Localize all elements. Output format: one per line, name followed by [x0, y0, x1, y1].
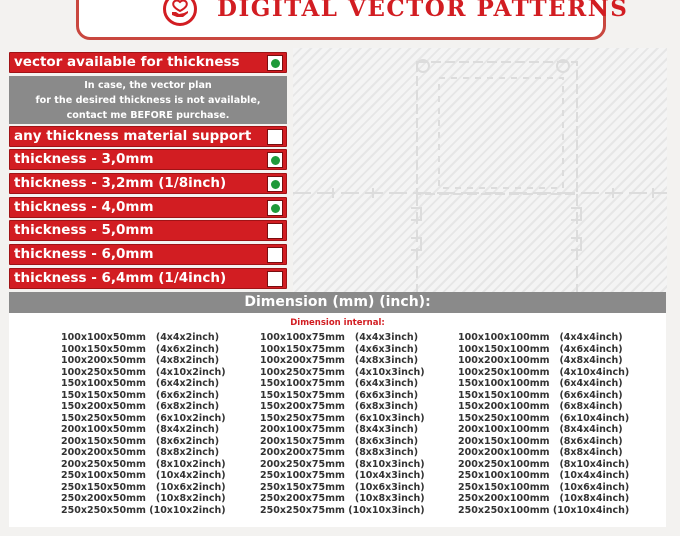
- option-label: thickness - 4,0mm: [14, 199, 154, 215]
- option-checkbox[interactable]: [267, 223, 283, 239]
- dimension-item: 200x100x100mm (8x4x4inch): [458, 424, 623, 435]
- dimension-item: 200x250x50mm (8x10x2inch): [61, 458, 226, 470]
- dimension-item: 100x200x50mm (4x8x2inch): [61, 355, 220, 366]
- dimension-column: [260, 332, 425, 516]
- header-banner: [76, 0, 629, 40]
- option-thickness-5-0: [9, 220, 287, 241]
- dimension-panel: [9, 313, 666, 527]
- dimension-item: 100x200x100mm (4x8x4inch): [458, 355, 623, 366]
- dimension-item: 150x200x50mm (6x8x2inch): [61, 401, 220, 412]
- pattern-drawing: [293, 48, 667, 292]
- option-checkbox[interactable]: [267, 247, 283, 263]
- dimension-item: 100x250x75mm (4x10x3inch): [260, 366, 425, 378]
- dimension-item: 150x150x75mm (6x6x3inch): [260, 389, 419, 401]
- option-thickness-3-0: [9, 149, 287, 170]
- option-thickness-3-2: [9, 173, 287, 194]
- dimension-item: 200x200x75mm (8x8x3inch): [260, 447, 419, 458]
- option-thickness-4-0: [9, 197, 287, 218]
- option-thickness-6-0: [9, 244, 287, 265]
- option-label: thickness - 6,0mm: [14, 246, 154, 262]
- pattern-preview: [293, 48, 667, 292]
- dimension-item: 250x200x100mm (10x8x4inch): [458, 493, 630, 504]
- note-line: contact me BEFORE purchase.: [66, 110, 230, 121]
- dimension-item: 250x150x75mm (10x6x3inch): [260, 481, 425, 493]
- dimension-item: 250x150x50mm (10x6x2inch): [61, 481, 226, 493]
- dimension-item: 150x100x75mm (6x4x3inch): [260, 378, 419, 389]
- dimension-item: 200x100x75mm (8x4x3inch): [260, 424, 419, 435]
- dimension-item: 150x150x100mm (6x6x4inch): [458, 389, 623, 401]
- option-checkbox[interactable]: [267, 152, 283, 168]
- dimension-item: 150x200x100mm (6x8x4inch): [458, 401, 623, 412]
- dimension-item: 250x250x50mm (10x10x2inch): [61, 504, 226, 516]
- dimension-item: 250x150x100mm (10x6x4inch): [458, 481, 630, 493]
- check-dot-icon: [271, 59, 280, 68]
- option-label: thickness - 5,0mm: [14, 222, 154, 238]
- dimension-item: 100x150x50mm (4x6x2inch): [61, 343, 220, 355]
- dimension-subtitle: Dimension internal:: [290, 318, 385, 328]
- dimension-item: 200x250x100mm (8x10x4inch): [458, 458, 630, 470]
- dimension-item: 250x100x100mm (10x4x4inch): [458, 470, 630, 481]
- dimension-item: 200x150x100mm (8x6x4inch): [458, 435, 623, 447]
- dimension-item: 200x200x50mm (8x8x2inch): [61, 447, 220, 458]
- option-label: thickness - 3,2mm (1/8inch): [14, 175, 227, 191]
- option-checkbox[interactable]: [267, 176, 283, 192]
- info-note: [9, 76, 287, 124]
- dimension-column: [458, 332, 629, 516]
- option-any-thickness: [9, 126, 287, 147]
- hand-heart-logo-icon: [163, 0, 197, 26]
- option-checkbox[interactable]: [267, 129, 283, 145]
- dimension-item: 200x200x100mm (8x8x4inch): [458, 447, 623, 458]
- check-dot-icon: [271, 204, 280, 213]
- dimension-item: 250x250x100mm (10x10x4inch): [458, 504, 630, 516]
- dimension-item: 100x100x100mm (4x4x4inch): [458, 332, 623, 343]
- note-line: In case, the vector plan: [84, 80, 212, 91]
- dimension-item: 200x100x50mm (8x4x2inch): [61, 424, 220, 435]
- option-checkbox[interactable]: [267, 200, 283, 216]
- dimension-item: 100x250x50mm (4x10x2inch): [61, 366, 226, 378]
- dimension-item: 150x250x50mm (6x10x2inch): [61, 412, 226, 424]
- option-checkbox[interactable]: [267, 55, 283, 71]
- dimension-item: 100x100x75mm (4x4x3inch): [260, 332, 419, 343]
- page-title: DIGITAL VECTOR PATTERNS: [217, 0, 629, 22]
- dimension-column: [61, 332, 226, 516]
- dimension-item: 250x100x50mm (10x4x2inch): [61, 470, 226, 481]
- dimension-item: 150x200x75mm (6x8x3inch): [260, 401, 419, 412]
- dimension-item: 100x250x100mm (4x10x4inch): [458, 366, 630, 378]
- dimension-item: 100x200x75mm (4x8x3inch): [260, 355, 419, 366]
- dimension-item: 200x150x50mm (8x6x2inch): [61, 435, 220, 447]
- dimension-item: 100x150x100mm (4x6x4inch): [458, 343, 623, 355]
- dimension-item: 150x100x50mm (6x4x2inch): [61, 378, 220, 389]
- check-dot-icon: [271, 180, 280, 189]
- dimension-item: 200x150x75mm (8x6x3inch): [260, 435, 419, 447]
- option-label: thickness - 3,0mm: [14, 151, 154, 167]
- dimension-item: 250x200x75mm (10x8x3inch): [260, 493, 425, 504]
- dimension-item: 100x150x75mm (4x6x3inch): [260, 343, 419, 355]
- option-label: vector available for thickness: [14, 54, 240, 70]
- option-thickness-6-4: [9, 268, 287, 289]
- note-line: for the desired thickness is not available,: [35, 95, 261, 106]
- dimension-item: 200x250x75mm (8x10x3inch): [260, 458, 425, 470]
- dimension-item: 100x100x50mm (4x4x2inch): [61, 332, 220, 343]
- dimension-item: 250x200x50mm (10x8x2inch): [61, 493, 226, 504]
- dimension-item: 150x100x100mm (6x4x4inch): [458, 378, 623, 389]
- dimension-item: 250x100x75mm (10x4x3inch): [260, 470, 425, 481]
- option-checkbox[interactable]: [267, 271, 283, 287]
- dimension-item: 150x250x75mm (6x10x3inch): [260, 412, 425, 424]
- option-label: any thickness material support: [14, 128, 252, 144]
- dimension-item: 150x250x100mm (6x10x4inch): [458, 412, 630, 424]
- option-label: thickness - 6,4mm (1/4inch): [14, 270, 227, 286]
- dimension-title: Dimension (mm) (inch):: [9, 292, 666, 313]
- dimension-item: 150x150x50mm (6x6x2inch): [61, 389, 220, 401]
- dimension-item: 250x250x75mm (10x10x3inch): [260, 504, 425, 516]
- option-vector-available: [9, 52, 287, 73]
- check-dot-icon: [271, 156, 280, 165]
